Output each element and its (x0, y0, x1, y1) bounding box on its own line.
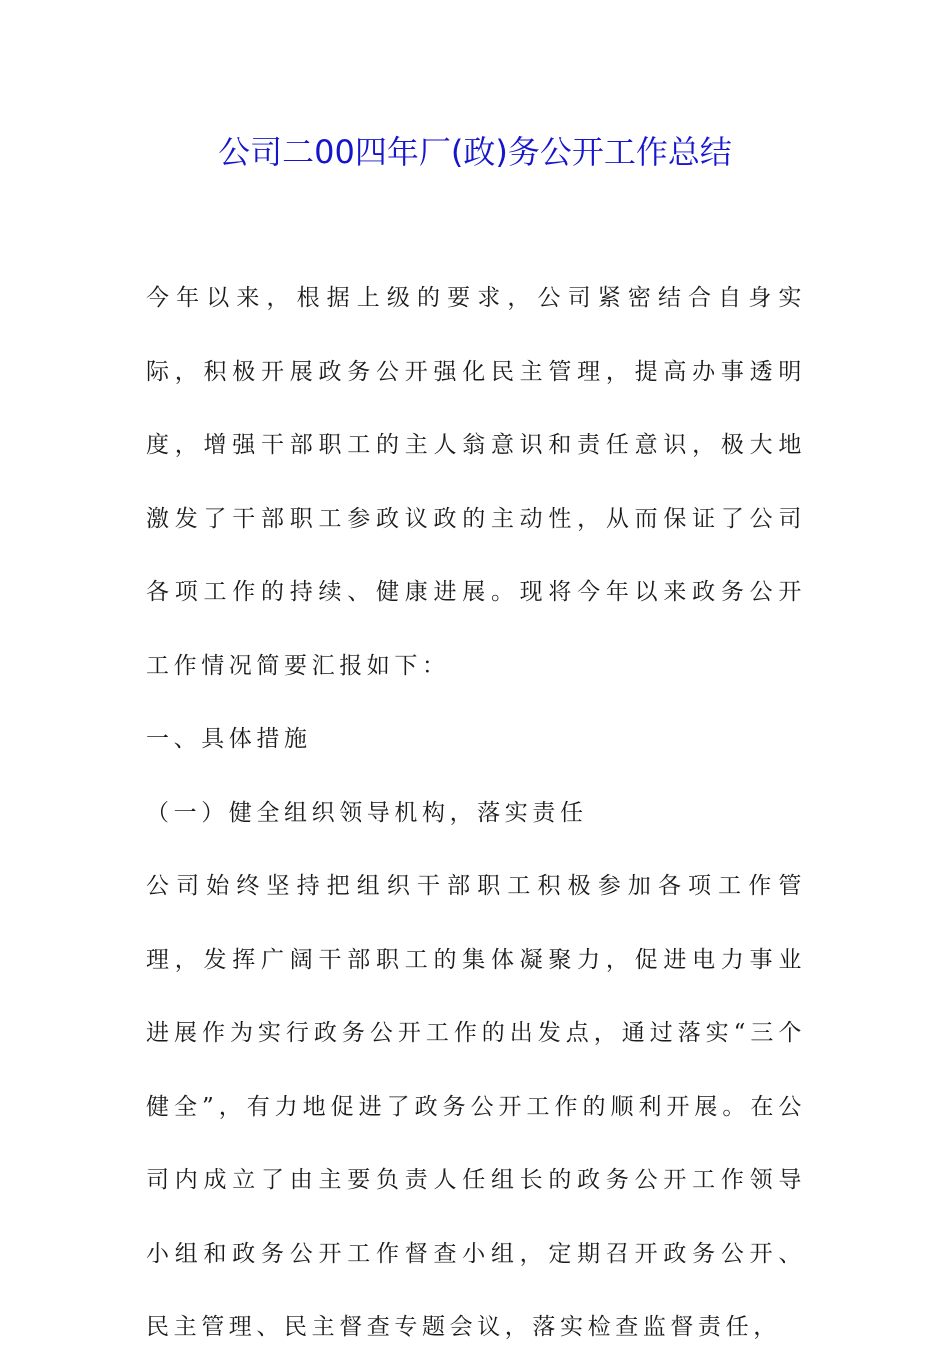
paragraph-body: 公司始终坚持把组织干部职工积极参加各项工作管理，发挥广阔干部职工的集体凝聚力，促进电力事业进展作为实行政务公开工作的出发点，通过落实“三个健全”，有力地促进了政务公开工作的顺利开展。在公司内成立了由主要负责人任组长的政务公开工作领导小组和政务公开工作督查小组，定期召开政务公开、民主管理、民主督查专题会议，落实检查监督责任， (146, 873, 806, 1340)
document-title: 公司二00四年厂(政)务公开工作总结 (218, 133, 732, 171)
document-body (146, 262, 806, 1365)
section-heading: 一、具体措施 (146, 726, 312, 752)
paragraph-intro: 今年以来，根据上级的要求，公司紧密结合自身实际，积极开展政务公开强化民主管理，提高办事透明度，增强干部职工的主人翁意识和责任意识，极大地激发了干部职工参政议政的主动性，从而保证了公司各项工作的持续、健康进展。现将今年以来政务公开工作情况简要汇报如下： (146, 285, 806, 679)
subsection-heading: （一）健全组织领导机构，落实责任 (146, 799, 588, 826)
